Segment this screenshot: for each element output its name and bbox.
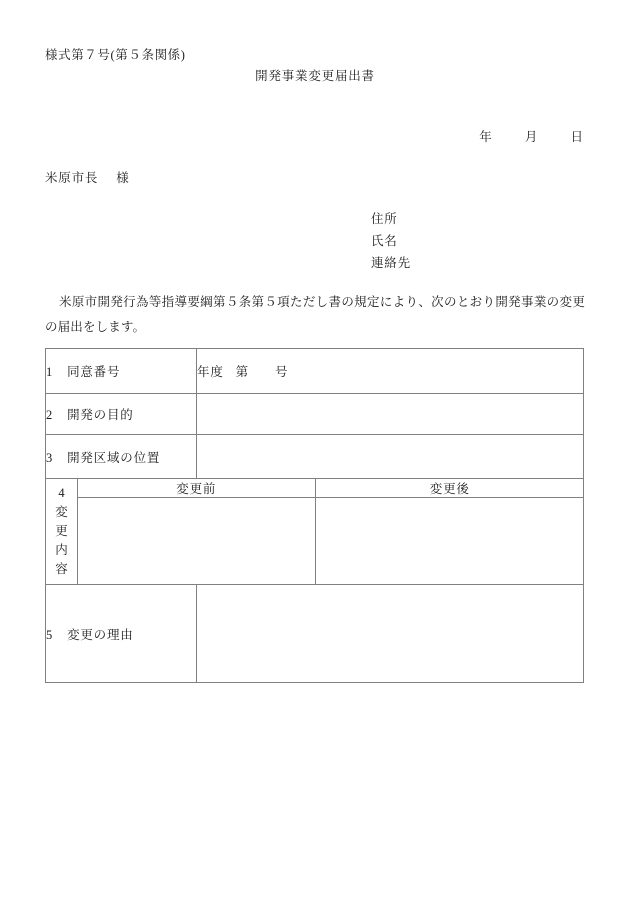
table-row-development-location (46, 435, 584, 479)
row1-value-no: 第 (235, 365, 249, 379)
application-table (45, 348, 584, 683)
row1-value-year: 年度 (197, 365, 224, 379)
change-header-row (78, 479, 584, 498)
date-day-label: 日 (570, 130, 583, 144)
addressee-recipient: 米原市長 (45, 171, 99, 185)
change-value-row (78, 498, 584, 585)
row3-value-cell[interactable] (197, 435, 584, 479)
row2-label: 開発の目的 (67, 408, 134, 422)
row5-label: 変更の理由 (67, 627, 134, 642)
table-row-development-purpose (46, 394, 584, 435)
body-paragraph: 米原市開発行為等指導要綱第５条第５項ただし書の規定により、次のとおり開発事業の変更の届出をします。 (45, 295, 585, 334)
row1-label-cell (46, 349, 197, 394)
row4-vlabel-char-2: 更 (55, 524, 68, 538)
change-after-header: 変更後 (315, 479, 584, 498)
row4-change-area (78, 479, 584, 585)
row1-value-cell[interactable] (197, 349, 584, 394)
addressee-honorific: 様 (116, 171, 130, 185)
change-before-header: 変更前 (78, 479, 315, 498)
row4-vertical-label-cell (46, 479, 78, 585)
row5-number: 5 (46, 627, 54, 642)
applicant-name-label: 氏名 (371, 234, 398, 248)
date-line (0, 127, 583, 145)
table-row-change-reason (46, 585, 584, 683)
row3-number: 3 (46, 450, 54, 465)
row1-value-unit: 号 (274, 365, 289, 379)
row2-number: 2 (46, 408, 54, 422)
row5-value-cell[interactable] (197, 585, 584, 683)
applicant-address-label: 住所 (371, 212, 398, 226)
row3-label: 開発区域の位置 (67, 450, 161, 465)
date-year-label: 年 (479, 130, 492, 144)
date-month-label: 月 (524, 130, 538, 144)
row2-value-cell[interactable] (197, 394, 584, 435)
applicant-contact-label: 連絡先 (371, 256, 411, 270)
row2-label-cell (46, 394, 197, 435)
row1-label: 同意番号 (67, 365, 121, 379)
table-row-change-content (46, 479, 584, 585)
change-comparison-table (78, 479, 584, 584)
row5-label-cell (46, 585, 197, 683)
form-number: 様式第７号(第５条関係) (45, 48, 186, 62)
row4-number: 4 (58, 486, 65, 500)
row4-vlabel-char-3: 内 (55, 543, 68, 557)
row3-label-cell (46, 435, 197, 479)
table-row-consent-number (46, 349, 584, 394)
applicant-block (371, 208, 411, 274)
change-before-value[interactable] (78, 498, 315, 585)
row4-vlabel-char-4: 容 (55, 562, 68, 576)
change-after-value[interactable] (315, 498, 584, 585)
document-title: 開発事業変更届出書 (255, 69, 375, 83)
row4-vlabel-char-1: 変 (55, 505, 68, 519)
row1-number: 1 (46, 365, 54, 379)
addressee (45, 168, 130, 186)
